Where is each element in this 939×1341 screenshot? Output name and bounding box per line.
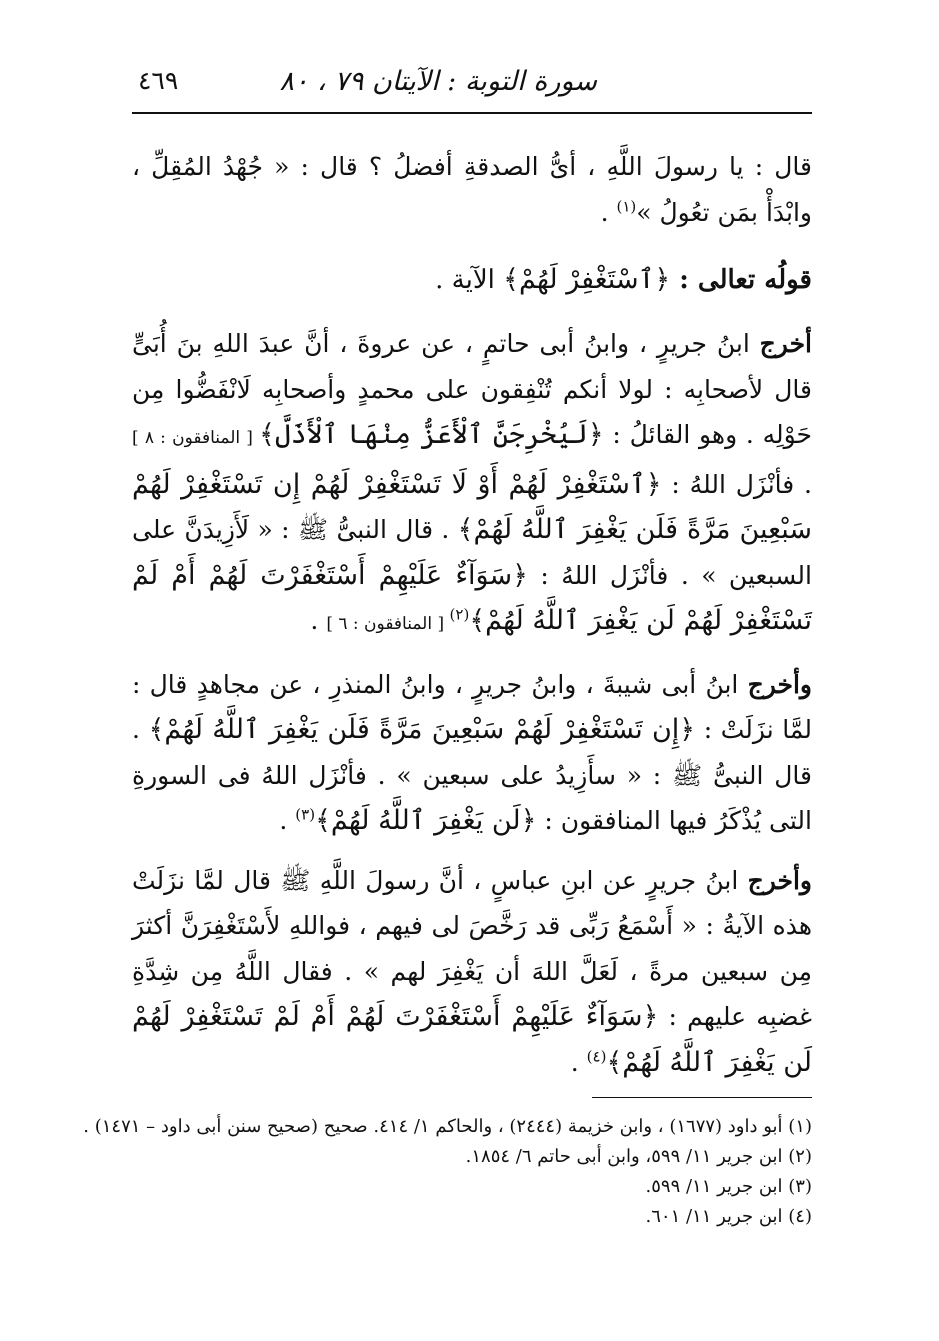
footnote-4: (٤) ابن جرير ١١/ ٦٠١. <box>645 1206 812 1227</box>
lead-word: قولُه تعالى : <box>670 265 812 295</box>
paragraph-3 <box>132 662 812 844</box>
verse-reference: [ المنافقون : ٨ ] <box>132 428 260 448</box>
text-segment: . <box>310 606 327 635</box>
text-segment: ابنُ جريرٍ ، وابنُ أبى حاتمٍ ، عن عروةَ ، أنَّ عبدَ اللهِ بنَ أُبَىٍّ قال لأصحابِه : لولا أنكم تُنْفِقون على محمدٍ وأصحابِه لَانْفَضُّوا مِن حَوْلِه . وهو القائلُ : <box>132 329 812 449</box>
text-segment: الآية . <box>435 265 504 295</box>
lead-word: وأخرج <box>747 669 812 699</box>
footnote-3: (٣) ابن جرير ١١/ ٥٩٩. <box>645 1176 812 1197</box>
text-segment: ابنُ جريرٍ عن ابنِ عباسٍ ، أنَّ رسولَ اللَّهِ ﷺ قال لمَّا نزَلَتْ هذه الآيةُ : « أَسْمَعُ رَبِّى قد رَخَّصَ لى فيهم ، فواللهِ لأَسْتَغْفِرَنَّ أكثرَ مِن سبعين مرةً ، لَعَلَّ اللهَ أن يَغْفِرَ لهم » . فقال اللَّهُ مِن شِدَّةِ غضبِه عليهم : <box>132 865 812 1031</box>
quran-verse: ﴿ٱسْتَغْفِرْ لَهُمْ أَوْ لَا تَسْتَغْفِرْ لَهُمْ إِن تَسْتَغْفِرْ لَهُمْ سَبْعِينَ مَرَّةً فَلَن يَغْفِرَ ٱللَّهُ لَهُمْ﴾ <box>132 468 812 545</box>
text-segment: . قال النبىُّ ﷺ : « لَأَزِيدَنَّ على السبعين » . فأنْزَل اللهُ : <box>132 515 812 590</box>
paragraph-4 <box>132 858 812 1086</box>
footnote-1: (١) أبو داود (١٦٧٧) ، وابن خزيمة (٢٤٤٤) ، والحاكم ١/ ٤١٤. صحيح (صحيح سنن أبى داود – ١٤٧١) . <box>83 1116 812 1137</box>
text-segment: . قال النبىُّ ﷺ : « سأَزِيدُ على سبعين » . فأنْزَل اللهُ فى السورةِ التى يُذْكَرُ فيها المنافقون : <box>132 715 812 835</box>
quran-verse: ﴿سَوَآءٌ عَلَيْهِمْ أَسْتَغْفَرْتَ لَهُمْ أَمْ لَمْ تَسْتَغْفِرْ لَهُمْ لَن يَغْفِرَ ٱللَّهُ لَهُمْ﴾ <box>132 559 812 636</box>
footnote-marker: (٤) <box>586 1047 607 1066</box>
footnote-marker: (١) <box>616 197 637 216</box>
text-segment: . فأنْزَل اللهُ : <box>661 469 812 499</box>
footnotes <box>83 1097 812 1232</box>
lead-word: وأخرج <box>747 865 812 895</box>
page-body <box>132 144 812 1099</box>
footnote-2: (٢) ابن جرير ١١/ ٥٩٩، وابن أبى حاتم ٦/ ١٨٥٤. <box>465 1146 812 1167</box>
verse-reference: [ المنافقون : ٦ ] <box>326 614 450 634</box>
text-segment: . <box>570 1047 587 1077</box>
lead-word: أخرج <box>759 329 812 358</box>
text-segment: . <box>600 197 617 227</box>
page-header <box>132 58 812 114</box>
paragraph-1 <box>132 144 812 235</box>
quran-verse: ﴿سَوَآءٌ عَلَيْهِمْ أَسْتَغْفَرْتَ لَهُمْ أَمْ لَمْ تَسْتَغْفِرْ لَهُمْ لَن يَغْفِرَ ٱللَّهُ لَهُمْ﴾ <box>132 1001 812 1078</box>
footnote-divider <box>592 1097 812 1098</box>
section-heading <box>132 257 812 303</box>
quran-verse: ﴿ٱسْتَغْفِرْ لَهُمْ﴾ <box>503 264 671 295</box>
footnote-marker: (٣) <box>295 805 316 824</box>
text-segment: قال : يا رسولَ اللَّهِ ، أىُّ الصدقةِ أفضلُ ؟ قال : « جُهْدُ المُقِلِّ ، وابْدَأْ بمَن تعُولُ » <box>132 152 812 227</box>
quran-verse: ﴿لَن يَغْفِرَ ٱللَّهُ لَهُمْ﴾ <box>315 805 537 836</box>
paragraph-2 <box>132 321 812 648</box>
page-number: ٤٦٩ <box>138 66 179 95</box>
text-segment: ابنُ أبى شيبةَ ، وابنُ جريرٍ ، وابنُ المنذرِ ، عن مجاهدٍ قال : لمَّا نزَلَتْ : <box>132 669 812 744</box>
running-title: سورة التوبة : الآيتان ٧٩ ، ٨٠ <box>279 66 597 97</box>
quran-verse: ﴿إِن تَسْتَغْفِرْ لَهُمْ سَبْعِينَ مَرَّةً فَلَن يَغْفِرَ ٱللَّهُ لَهُمْ﴾ <box>148 714 696 745</box>
footnote-marker: (٢) <box>449 605 470 624</box>
text-segment: . <box>279 806 296 835</box>
quran-verse: ﴿لَيُخْرِجَنَّ ٱلْأَعَزُّ مِنْهَا ٱلْأَذَلَّ﴾ <box>259 419 604 450</box>
